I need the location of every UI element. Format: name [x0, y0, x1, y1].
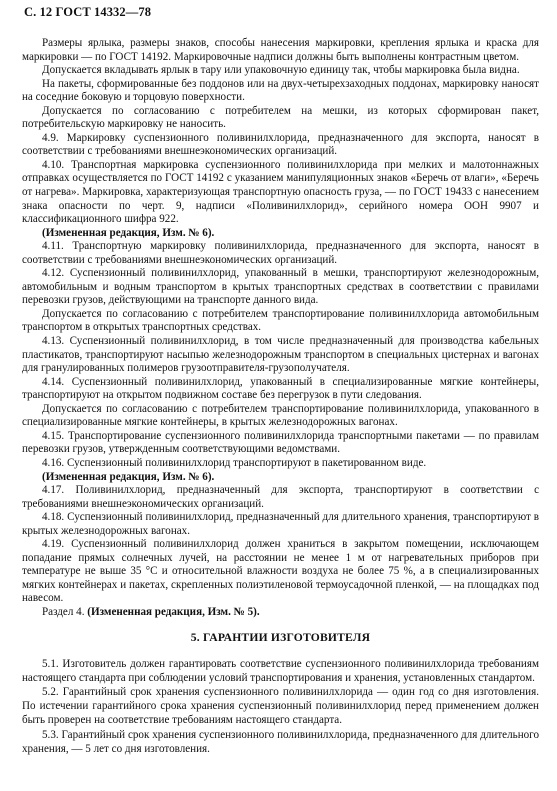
paragraph-5-2: 5.2. Гарантийный срок хранения суспензионного поливинилхлорида — один год со дня изготовления. По истечении гарантийного срока хранения суспензионный поливинилхлорид перед применением должен быть проверен на соответствие требованиям настоящего стандарта.	[22, 685, 539, 727]
paragraph: Допускается вкладывать ярлык в тару или упаковочную единицу так, чтобы маркировка была видна.	[42, 64, 520, 77]
section4-edit-note	[22, 606, 539, 620]
section5-body	[22, 657, 539, 756]
paragraph-4-15: 4.15. Транспортирование суспензионного поливинилхлорида транспортными пакетами — по правилам перевозки грузов, утвержденным соответствующими ведомствами.	[22, 429, 539, 456]
paragraph-5-3: 5.3. Гарантийный срок хранения суспензионного поливинилхлорида, предназначенного для длительного хранения, — 5 лет со дня изготовления.	[22, 728, 539, 755]
paragraph-4-11: 4.11. Транспортную маркировку поливинилхлорида, предназначенного для экспорта, наносят в соответствии с требованиями внешнеэкономических организаций.	[22, 240, 539, 266]
paragraph: Допускается по согласованию с потребителем транспортирование поливинилхлорида, упакованного в специализированные мягкие контейнеры, в крытых железнодорожных вагонах.	[22, 402, 539, 429]
paragraph: Допускается по согласованию с потребителем транспортирование поливинилхлорида автомобильным транспортом в открытых транспортных средствах.	[22, 307, 539, 334]
paragraph-4-17: 4.17. Поливинилхлорид, предназначенный для экспорта, транспортируют в соответствии с требованиями внешнеэкономических организаций.	[22, 484, 539, 510]
paragraph: На пакеты, сформированные без поддонов или на двух-четырехзаходных поддонах, маркировку наносят на соседние боковую и торцовую поверхности.	[22, 77, 539, 104]
paragraph-4-19: 4.19. Суспензионный поливинилхлорид должен храниться в закрытом помещении, исключающем попадание прямых солнечных лучей, на расстоянии не менее 1 м от нагревательных приборов при температуре не выше 35 °С и относительной влажности воздуха не более 75 %, а в специализированных мягких контейнерах и пакетах, скрепленных полиэтиленовой термоусадочной пленкой, — на площадках под навесом.	[22, 538, 539, 605]
section4-note-prefix: Раздел 4.	[42, 605, 85, 618]
paragraph: Допускается по согласованию с потребителем на мешки, из которых сформирован пакет, потребительскую маркировку не наносить.	[22, 104, 539, 131]
paragraph-5-1: 5.1. Изготовитель должен гарантировать соответствие суспензионного поливинилхлорида требованиям настоящего стандарта при соблюдении условий транспортирования и хранения, установленных стандартом.	[22, 657, 539, 684]
paragraph-4-14: 4.14. Суспензионный поливинилхлорид, упакованный в специализированные мягкие контейнеры, транспортируют на открытом подвижном составе без перегрузок в пути следования.	[22, 375, 539, 402]
paragraph-4-13: 4.13. Суспензионный поливинилхлорид, в том числе предназначенный для производства кабельных пластикатов, транспортируют насыпью железнодорожным транспортом в специальных цистернах и вагонах для гранулированных полимеров грузоотправителя-грузополучателя.	[22, 335, 539, 375]
paragraph-4-12: 4.12. Суспензионный поливинилхлорид, упакованный в мешки, транспортируют железнодорожным, автомобильным и водным транспортом в крытых транспортных средствах в соответствии с правилами перевозки грузов, действующими на транспорте данного вида.	[22, 267, 539, 307]
section-title: 5. ГАРАНТИИ ИЗГОТОВИТЕЛЯ	[190, 630, 371, 644]
document-body	[22, 37, 539, 756]
paragraph-4-16: 4.16. Суспензионный поливинилхлорид транспортируют в пакетированном виде.	[42, 456, 427, 469]
paragraph-4-10: 4.10. Транспортная маркировка суспензионного поливинилхлорида при мелких и малотоннажных отправках осуществляется по ГОСТ 14192 с указанием манипуляционных знаков «Беречь от влаги», «Беречь от нагрева». Маркировка, характеризующая транспортную опасность груза, — по ГОСТ 19433 с нанесением знака опасности по черт. 9, надписи «Поливинилхлорид», серийного номера ООН 9907 и классификационного шифра 922.	[22, 158, 539, 226]
edit-note: (Измененная редакция, Изм. № 6).	[42, 470, 215, 483]
paragraph: Размеры ярлыка, размеры знаков, способы нанесения маркировки, крепления ярлыка и краска для маркировки — по ГОСТ 14192. Маркировочные надписи должны быть выполнены контрастным цветом.	[22, 37, 539, 63]
edit-note: (Измененная редакция, Изм. № 6).	[42, 226, 215, 239]
section4-note-bold: (Измененная редакция, Изм. № 5).	[87, 605, 260, 618]
paragraph-4-18: 4.18. Суспензионный поливинилхлорид, предназначенный для длительного хранения, транспортируют в крытых железнодорожных вагонах.	[22, 511, 539, 537]
page-header: С. 12 ГОСТ 14332—78	[24, 5, 152, 19]
paragraph-4-9: 4.9. Маркировку суспензионного поливинилхлорида, предназначенного для экспорта, наносят в соответствии с требованиями внешнеэкономических организаций.	[22, 131, 539, 158]
